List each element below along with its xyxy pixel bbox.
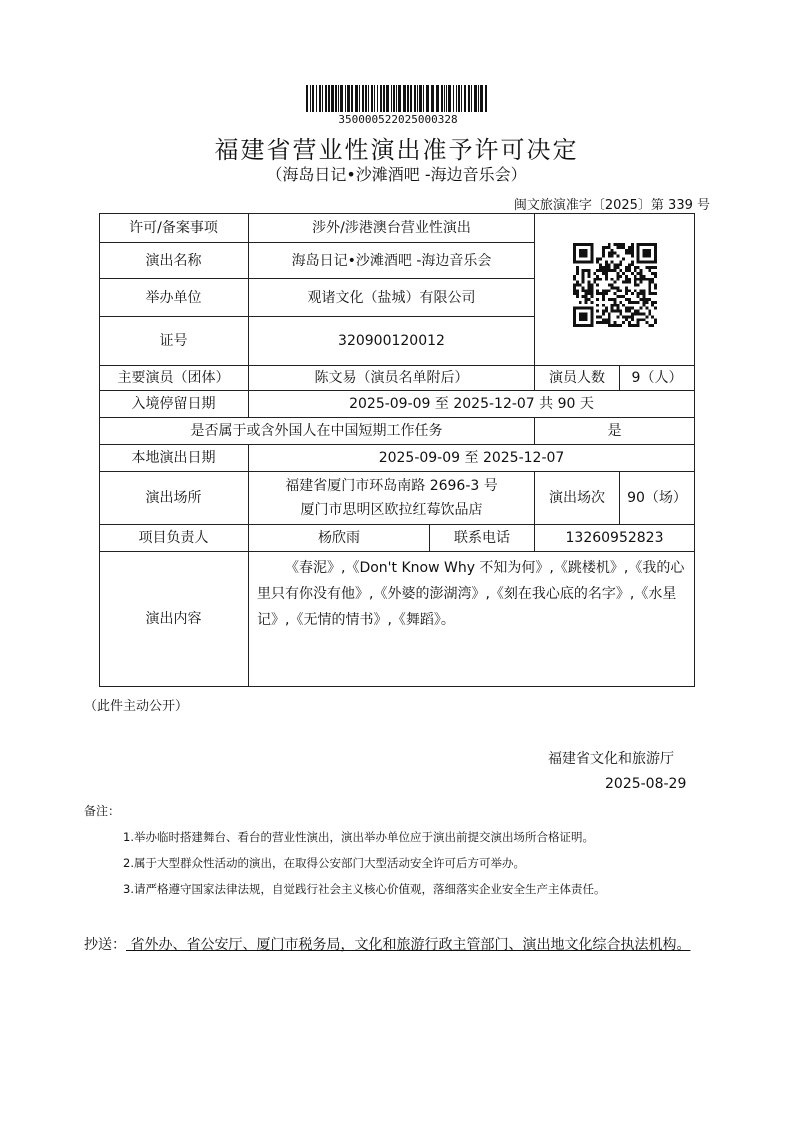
foreign-work-value: 是 — [535, 418, 695, 445]
performer-count-label: 演员人数 — [535, 366, 620, 391]
show-count-value: 90（场） — [620, 472, 695, 525]
venue-address: 福建省厦门市环岛南路 2696-3 号 — [285, 478, 498, 494]
show-name-value: 海岛日记•沙滩酒吧 -海边音乐会 — [249, 243, 535, 279]
permit-item-value: 涉外/涉港澳台营业性演出 — [249, 213, 535, 243]
manager-value: 杨欣雨 — [249, 525, 430, 552]
public-disclosure-note: （此件主动公开） — [84, 699, 189, 714]
document-number: 闽文旅演准字〔2025〕第 339 号 — [513, 198, 710, 213]
license-value: 320900120012 — [249, 317, 535, 366]
manager-label: 项目负责人 — [99, 525, 249, 552]
permit-form-table — [99, 213, 695, 687]
show-name-label: 演出名称 — [99, 243, 249, 279]
issuing-authority: 福建省文化和旅游厅 — [548, 751, 674, 767]
document-subtitle: （海岛日记•沙滩酒吧 -海边音乐会） — [266, 165, 527, 184]
organizer-label: 举办单位 — [99, 279, 249, 317]
remark-item: 1.举办临时搭建舞台、看台的营业性演出，演出举办单位应于演出前提交演出场所合格证明。 — [123, 830, 594, 844]
venue-label: 演出场所 — [99, 472, 249, 525]
organizer-value: 观诸文化（盐城）有限公司 — [249, 279, 535, 317]
show-count-label: 演出场次 — [535, 472, 620, 525]
barcode — [306, 85, 490, 112]
stay-period-label: 入境停留日期 — [99, 391, 249, 418]
content-label: 演出内容 — [99, 552, 249, 687]
foreign-work-label: 是否属于或含外国人在中国短期工作任务 — [99, 418, 535, 445]
phone-label: 联系电话 — [430, 525, 535, 552]
performer-count-value: 9（人） — [620, 366, 695, 391]
issue-date: 2025-08-29 — [605, 776, 687, 792]
document-title: 福建省营业性演出准予许可决定 — [214, 136, 579, 164]
carbon-copy — [84, 934, 714, 956]
qr-code — [573, 243, 657, 327]
cc-recipients: 省外办、省公安厅、厦门市税务局，文化和旅游行政主管部门、演出地文化综合执法机构。 — [126, 937, 691, 953]
remark-item: 3.请严格遵守国家法律法规，自觉践行社会主义核心价值观，落细落实企业安全生产主体责任。 — [123, 882, 606, 896]
local-dates-label: 本地演出日期 — [99, 445, 249, 472]
venue-name: 厦门市思明区欧拉红莓饮品店 — [300, 502, 483, 518]
remarks-label: 备注： — [84, 804, 121, 818]
remark-item: 2.属于大型群众性活动的演出，在取得公安部门大型活动安全许可后方可举办。 — [123, 856, 525, 870]
venue-value — [249, 472, 535, 525]
cc-label: 抄送： — [84, 937, 126, 953]
main-performer-value: 陈文易（演员名单附后） — [249, 366, 535, 391]
barcode-number: 350000522025000328 — [338, 113, 458, 126]
permit-item-label: 许可/备案事项 — [99, 213, 249, 243]
license-label: 证号 — [99, 317, 249, 366]
main-performer-label: 主要演员（团体） — [99, 366, 249, 391]
content-value: 《春泥》,《Don't Know Why 不知为何》,《跳楼机》,《我的心里只有你没有他》,《外婆的澎湖湾》,《刻在我心底的名字》,《水星记》,《无情的情书》,《舞蹈》。 — [249, 552, 695, 687]
phone-value: 13260952823 — [535, 525, 695, 552]
local-dates-value: 2025-09-09 至 2025-12-07 — [249, 445, 695, 472]
stay-period-value: 2025-09-09 至 2025-12-07 共 90 天 — [249, 391, 695, 418]
